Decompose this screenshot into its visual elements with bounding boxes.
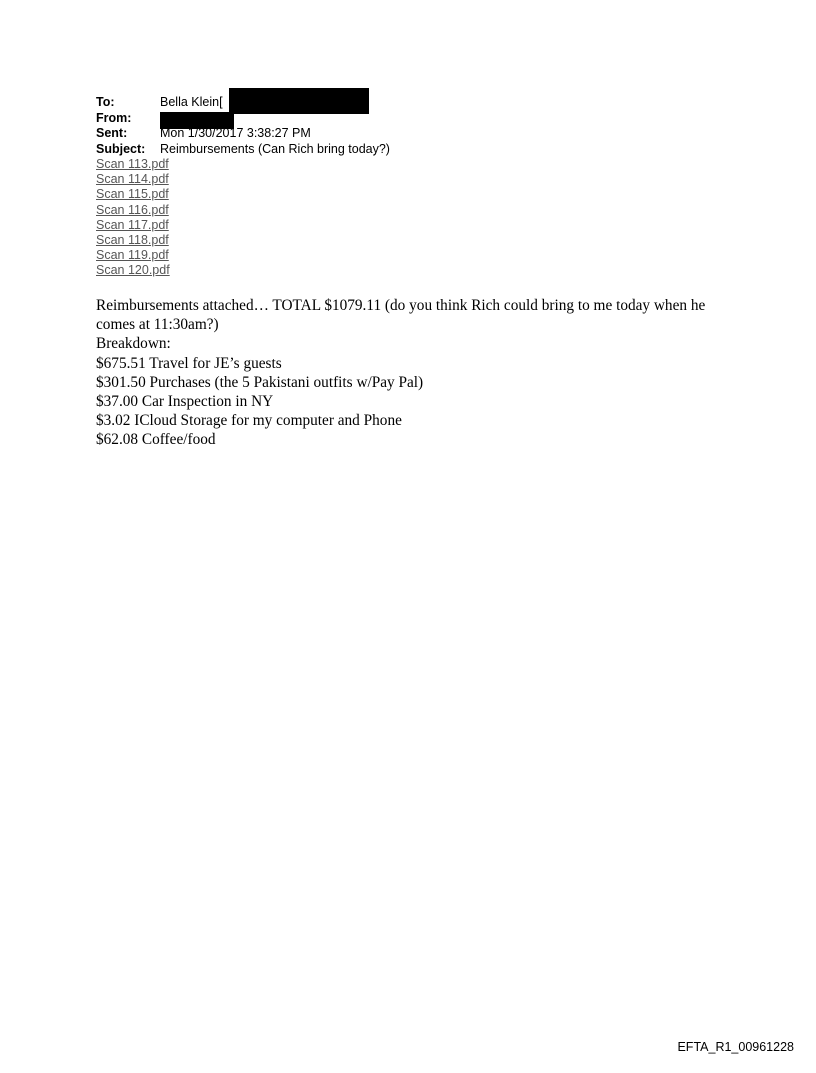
body-intro: Reimbursements attached… TOTAL $1079.11 (do you think Rich could bring to me today when he comes at 11:30am?) xyxy=(96,297,706,334)
attachment-link[interactable]: Scan 118.pdf xyxy=(96,233,169,248)
breakdown-line: $675.51 Travel for JE’s guests xyxy=(96,354,282,372)
from-label: From: xyxy=(96,110,132,125)
to-name: Bella Klein[ xyxy=(160,95,223,109)
document-id: EFTA_R1_00961228 xyxy=(677,1040,794,1054)
attachment-link[interactable]: Scan 115.pdf xyxy=(96,187,169,202)
subject-row xyxy=(96,142,390,158)
redaction-block xyxy=(229,88,369,114)
attachment-link[interactable]: Scan 117.pdf xyxy=(96,217,169,232)
sent-row xyxy=(96,126,390,142)
attachment-link[interactable]: Scan 114.pdf xyxy=(96,172,169,187)
subject-label: Subject: xyxy=(96,141,146,156)
breakdown-line: $3.02 ICloud Storage for my computer and Phone xyxy=(96,412,402,430)
email-body xyxy=(96,296,736,450)
attachment-link[interactable]: Scan 113.pdf xyxy=(96,157,169,171)
sent-label: Sent: xyxy=(96,126,128,140)
attachment-list xyxy=(96,157,170,279)
to-value xyxy=(160,95,223,111)
breakdown-line: $37.00 Car Inspection in NY xyxy=(96,393,274,411)
to-label: To: xyxy=(96,95,115,109)
attachment-link[interactable]: Scan 119.pdf xyxy=(96,248,169,263)
breakdown-line: $62.08 Coffee/food xyxy=(96,431,216,449)
sent-value: Mon 1/30/2017 3:38:27 PM xyxy=(160,126,311,140)
to-row xyxy=(96,95,390,111)
attachment-link[interactable]: Scan 120.pdf xyxy=(96,263,170,278)
subject-value: Reimbursements (Can Rich bring today?) xyxy=(160,141,390,156)
breakdown-line: $301.50 Purchases (the 5 Pakistani outfits w/Pay Pal) xyxy=(96,373,424,391)
breakdown-label: Breakdown: xyxy=(96,335,171,353)
attachment-link[interactable]: Scan 116.pdf xyxy=(96,202,169,217)
email-header xyxy=(96,95,390,157)
